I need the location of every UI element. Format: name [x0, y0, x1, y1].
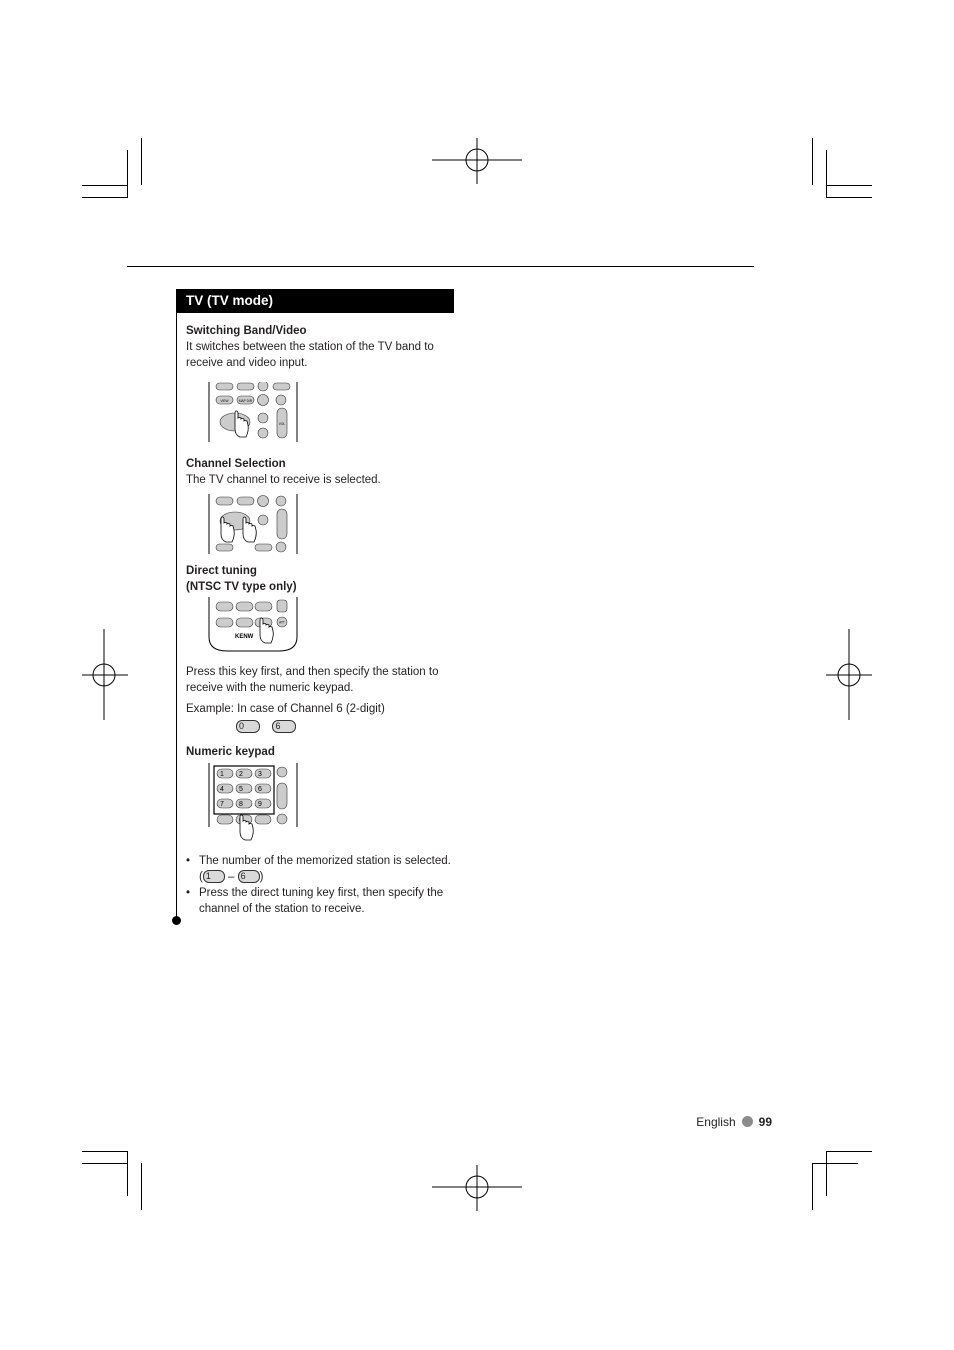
crop-mark	[141, 138, 142, 185]
att-key-label: ATT	[279, 620, 285, 625]
crop-mark	[127, 150, 128, 198]
digit-label: 2	[239, 771, 243, 778]
section-title: TV (TV mode)	[177, 289, 454, 313]
direct-tuning-body: Press this key first, and then specify the station to receive with the numeric keypad.	[186, 666, 439, 694]
numeric-keypad-heading: Numeric keypad	[186, 746, 275, 758]
crop-mark	[82, 197, 128, 198]
section-rule	[176, 289, 177, 921]
brand-logo-partial: KENW	[235, 634, 254, 640]
digit-label: 8	[239, 801, 243, 808]
digit-label: 9	[258, 801, 262, 808]
crop-mark	[826, 1151, 827, 1196]
page-number: 99	[758, 1115, 772, 1129]
direct-tuning-heading: Direct tuning	[186, 565, 257, 577]
remote-illustration-direct	[207, 597, 301, 653]
crop-mark	[82, 1151, 128, 1152]
crop-mark	[812, 138, 813, 185]
digit-key-1: 1	[203, 870, 225, 883]
section-end-dot	[172, 916, 181, 925]
digit-label: 7	[220, 801, 224, 808]
map-dir-key-label: MAP DIR	[238, 399, 253, 403]
digit-key-6: 6	[272, 720, 296, 733]
channel-selection-body: The TV channel to receive is selected.	[186, 474, 381, 486]
crop-mark	[826, 150, 827, 198]
view-key-label: VIEW	[220, 399, 229, 403]
registration-mark	[80, 628, 130, 722]
direct-tuning-example: Example: In case of Channel 6 (2-digit)	[186, 703, 385, 715]
remote-illustration-band	[207, 382, 301, 444]
channel-selection-heading: Channel Selection	[186, 458, 286, 470]
keypad-bullet-1: • The number of the memorized station is selected. ( 1 – 6 )	[186, 855, 451, 883]
digit-label: 1	[220, 771, 224, 778]
crop-mark	[826, 1151, 872, 1152]
digit-label: 3	[258, 771, 262, 778]
registration-mark	[430, 1164, 524, 1212]
remote-illustration-channel	[207, 494, 301, 556]
footer-language: English	[696, 1115, 736, 1129]
crop-mark	[812, 1163, 813, 1210]
crop-mark	[812, 1163, 858, 1164]
page-footer	[696, 1115, 772, 1129]
example-keys	[236, 718, 296, 736]
crop-mark	[82, 185, 128, 186]
digit-label: 5	[239, 786, 243, 793]
remote-illustration-keypad	[207, 763, 301, 843]
registration-mark	[824, 628, 874, 722]
digit-key-6: 6	[238, 870, 260, 883]
registration-mark	[430, 137, 524, 185]
band-video-body: It switches between the station of the TV band to receive and video input.	[186, 341, 434, 369]
crop-mark	[127, 1151, 128, 1196]
header-rule	[127, 266, 754, 267]
digit-label: 4	[220, 786, 224, 793]
crop-mark	[141, 1163, 142, 1210]
digit-label: 6	[258, 786, 262, 793]
vol-key-label: VOL	[278, 422, 286, 426]
footer-circle-icon	[742, 1116, 753, 1127]
crop-mark	[826, 185, 872, 186]
direct-tuning-subheading: (NTSC TV type only)	[186, 581, 297, 593]
keypad-bullet-2: • Press the direct tuning key first, then specify the channel of the station to receive.	[186, 887, 444, 915]
digit-key-0: 0	[236, 720, 260, 733]
crop-mark	[826, 197, 872, 198]
band-video-heading: Switching Band/Video	[186, 325, 307, 337]
crop-mark	[82, 1163, 128, 1164]
